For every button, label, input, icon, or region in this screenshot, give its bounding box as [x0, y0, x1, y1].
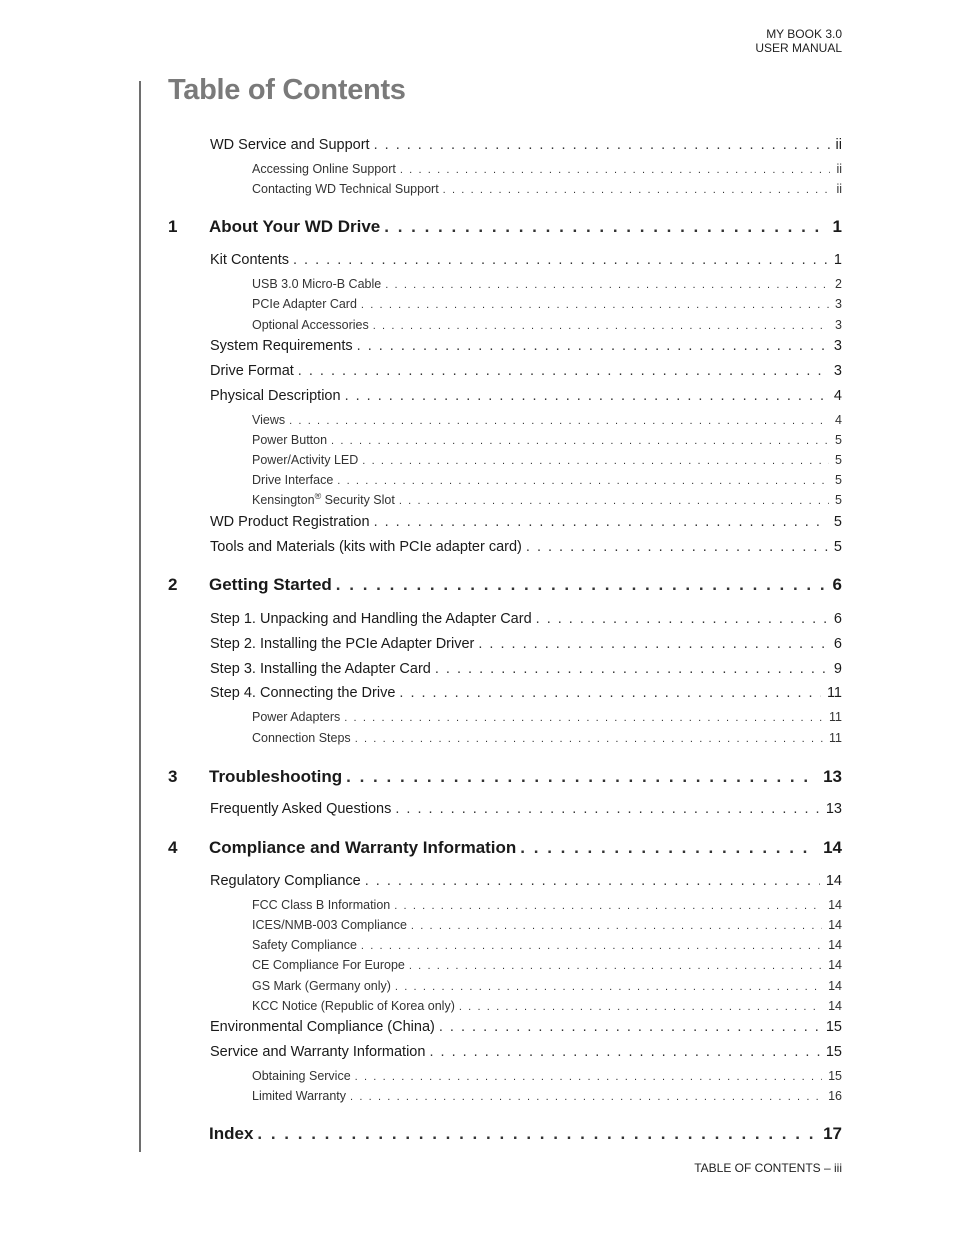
entry-title-text: Tools and Materials (kits with PCIe adapter card): [210, 539, 522, 555]
page-number: 14: [825, 873, 842, 889]
dot-leader: [478, 636, 828, 652]
entry-title: [210, 338, 357, 354]
entry-title: [210, 137, 374, 153]
dot-leader: [400, 164, 831, 176]
entry-title: [210, 363, 298, 379]
entry-title: [210, 514, 374, 530]
page-number: 5: [833, 539, 842, 555]
page-number: 16: [828, 1089, 842, 1103]
entry-title-text: Compliance and Warranty Information: [209, 838, 517, 857]
entry-title-text: Environmental Compliance (China): [210, 1019, 435, 1035]
entry-title-text: Drive Format: [210, 363, 294, 379]
registered-mark: ®: [314, 493, 322, 501]
toc-subsection-entry[interactable]: [252, 898, 842, 916]
entry-title-text: CE Compliance For Europe: [252, 958, 405, 972]
dot-leader: [350, 1091, 822, 1103]
entry-title: [168, 575, 336, 595]
page-number: 6: [833, 611, 842, 627]
page-number: 6: [832, 575, 842, 594]
dot-leader: [346, 767, 817, 787]
page-title: Table of Contents: [168, 74, 406, 106]
toc-subsection-entry[interactable]: [252, 318, 842, 336]
dot-leader: [357, 338, 828, 354]
entry-title: [252, 318, 373, 332]
toc-section-entry[interactable]: [210, 137, 842, 157]
dot-leader: [395, 981, 822, 993]
page-number: 5: [835, 433, 842, 447]
entry-title-text: Views: [252, 413, 286, 427]
entry-title: [210, 539, 526, 555]
page-number: ii: [836, 162, 842, 176]
entry-title: [168, 217, 384, 237]
entry-title: [210, 685, 399, 701]
page-number: 4: [833, 388, 842, 404]
toc-section-entry[interactable]: [210, 873, 842, 893]
toc-section-entry[interactable]: [210, 1044, 842, 1064]
entry-title-text: Contacting WD Technical Support: [252, 182, 439, 196]
dot-leader: [298, 363, 828, 379]
entry-title: [252, 710, 344, 724]
entry-title: [252, 493, 399, 507]
page-number: 17: [823, 1124, 842, 1143]
entry-title-text: Kit Contents: [210, 252, 289, 268]
dot-leader: [331, 435, 829, 447]
toc-subsection-entry[interactable]: [252, 731, 842, 749]
entry-title-text: Power Button: [252, 433, 328, 447]
entry-title-text: Physical Description: [210, 388, 341, 404]
toc-section-entry[interactable]: [210, 636, 842, 656]
entry-title-text: System Requirements: [210, 338, 353, 354]
page-number: ii: [835, 137, 842, 153]
entry-title: [210, 388, 345, 404]
toc-subsection-entry[interactable]: [252, 162, 842, 180]
dot-leader: [443, 184, 831, 196]
chapter-number: 1: [168, 217, 178, 236]
toc-subsection-entry[interactable]: [252, 182, 842, 200]
page-number: 11: [829, 731, 842, 745]
dot-leader: [395, 801, 820, 817]
page-number: 1: [833, 252, 842, 268]
entry-title-text: Limited Warranty: [252, 1089, 347, 1103]
toc-subsection-entry[interactable]: [252, 1069, 842, 1087]
page-number: 15: [828, 1069, 842, 1083]
entry-title-text: WD Product Registration: [210, 514, 370, 530]
toc-chapter-entry[interactable]: [168, 217, 842, 241]
toc-section-entry[interactable]: [210, 661, 842, 681]
entry-title: [252, 938, 361, 952]
dot-leader: [355, 733, 823, 745]
header-line-1: MY BOOK 3.0: [766, 27, 842, 41]
page-number: 14: [828, 898, 842, 912]
dot-leader: [385, 279, 829, 291]
toc-section-entry[interactable]: [210, 363, 842, 383]
dot-leader: [365, 873, 820, 889]
entry-title: [210, 636, 478, 652]
entry-title: [210, 873, 365, 889]
page-number: 14: [828, 918, 842, 932]
page-number: 13: [825, 801, 842, 817]
dot-leader: [362, 455, 829, 467]
entry-title-text: Service and Warranty Information: [210, 1044, 426, 1060]
page-number: 3: [835, 297, 842, 311]
page-number: 6: [833, 636, 842, 652]
entry-title-text: USB 3.0 Micro-B Cable: [252, 277, 382, 291]
dot-leader: [361, 940, 822, 952]
toc-subsection-entry[interactable]: [252, 453, 842, 471]
entry-title-text: Frequently Asked Questions: [210, 801, 392, 817]
entry-title-text: GS Mark (Germany only): [252, 979, 391, 993]
dot-leader: [355, 1071, 822, 1083]
entry-title-text: Regulatory Compliance: [210, 873, 361, 889]
entry-title-text: Drive Interface: [252, 473, 334, 487]
toc-section-entry[interactable]: [210, 539, 842, 559]
toc-section-entry[interactable]: [210, 514, 842, 534]
entry-title: [252, 453, 362, 467]
toc-subsection-entry[interactable]: [252, 277, 842, 295]
dot-leader: [336, 575, 827, 595]
entry-title: [210, 252, 293, 268]
toc-subsection-entry[interactable]: [252, 938, 842, 956]
page-number: 14: [828, 938, 842, 952]
toc-section-entry[interactable]: [210, 801, 842, 821]
page-number: 2: [835, 277, 842, 291]
entry-title-text: PCIe Adapter Card: [252, 297, 357, 311]
entry-title-text: Power Adapters: [252, 710, 341, 724]
toc-subsection-entry[interactable]: [252, 958, 842, 976]
entry-title-text: Step 1. Unpacking and Handling the Adapter Card: [210, 611, 532, 627]
entry-title-text: Step 3. Installing the Adapter Card: [210, 661, 431, 677]
dot-leader: [384, 217, 826, 237]
entry-title: [210, 661, 435, 677]
entry-title: [210, 611, 536, 627]
toc-section-entry[interactable]: [210, 685, 842, 705]
entry-title-text: Safety Compliance: [252, 938, 357, 952]
entry-title: [210, 1019, 439, 1035]
entry-title-text: About Your WD Drive: [209, 217, 381, 236]
entry-title-text: Kensington: [252, 493, 315, 507]
toc-chapter-entry[interactable]: [168, 767, 842, 791]
dot-leader: [257, 1124, 817, 1144]
entry-title-text: Obtaining Service: [252, 1069, 351, 1083]
toc-subsection-entry[interactable]: [252, 297, 842, 315]
toc-chapter-entry[interactable]: [168, 575, 842, 599]
entry-title: [252, 297, 361, 311]
entry-title-text-cont: Security Slot: [321, 493, 395, 507]
toc-section-entry[interactable]: [210, 252, 842, 272]
page-number: 3: [833, 338, 842, 354]
toc-subsection-entry[interactable]: [252, 918, 842, 936]
entry-title-text: Step 4. Connecting the Drive: [210, 685, 396, 701]
dot-leader: [337, 475, 829, 487]
toc-subsection-entry[interactable]: [252, 433, 842, 451]
dot-leader: [361, 299, 829, 311]
entry-title: [252, 277, 385, 291]
toc-chapter-entry[interactable]: [168, 838, 842, 862]
page-number: 15: [825, 1019, 842, 1035]
dot-leader: [394, 900, 822, 912]
page-number: 14: [828, 958, 842, 972]
dot-leader: [344, 712, 823, 724]
dot-leader: [289, 415, 829, 427]
entry-title: [252, 473, 337, 487]
toc-subsection-entry[interactable]: [252, 473, 842, 491]
page-number: 3: [833, 363, 842, 379]
dot-leader: [374, 137, 830, 153]
dot-leader: [435, 661, 828, 677]
entry-title: [252, 433, 331, 447]
entry-title-text: Step 2. Installing the PCIe Adapter Driver: [210, 636, 475, 652]
entry-title: [168, 1124, 257, 1144]
page-number: 5: [835, 493, 842, 507]
toc-subsection-entry[interactable]: [252, 1089, 842, 1107]
toc-chapter-entry[interactable]: [168, 1124, 842, 1148]
page-number: 5: [835, 453, 842, 467]
dot-leader: [459, 1001, 822, 1013]
toc-subsection-entry[interactable]: [252, 413, 842, 431]
entry-title: [252, 731, 355, 745]
entry-title: [252, 918, 411, 932]
entry-title-text: Accessing Online Support: [252, 162, 396, 176]
dot-leader: [439, 1019, 820, 1035]
dot-leader: [526, 539, 828, 555]
entry-title: [210, 801, 395, 817]
entry-title: [168, 767, 346, 787]
dot-leader: [429, 1044, 819, 1060]
toc-subsection-entry[interactable]: [252, 493, 842, 511]
dot-leader: [399, 495, 829, 507]
chapter-number: 4: [168, 838, 178, 857]
page-number: 4: [835, 413, 842, 427]
toc-section-entry[interactable]: [210, 1019, 842, 1039]
page-number: 3: [835, 318, 842, 332]
entry-title-text: ICES/NMB-003 Compliance: [252, 918, 407, 932]
entry-title-text: Troubleshooting: [209, 767, 343, 786]
dot-leader: [411, 920, 822, 932]
toc-subsection-entry[interactable]: [252, 710, 842, 728]
toc-subsection-entry[interactable]: [252, 999, 842, 1017]
entry-title: [252, 1089, 350, 1103]
header-line-2: USER MANUAL: [755, 41, 842, 55]
dot-leader: [293, 252, 828, 268]
page-number: 9: [833, 661, 842, 677]
running-footer: TABLE OF CONTENTS – iii: [694, 1161, 842, 1175]
dot-leader: [536, 611, 828, 627]
page-number: 14: [823, 838, 842, 857]
page-number: 1: [832, 217, 842, 236]
page-number: 14: [828, 999, 842, 1013]
dot-leader: [373, 320, 829, 332]
page-number: 14: [828, 979, 842, 993]
entry-title-text: Optional Accessories: [252, 318, 369, 332]
toc-section-entry[interactable]: [210, 388, 842, 408]
page-number: 15: [825, 1044, 842, 1060]
entry-title-text: Index: [209, 1124, 254, 1143]
entry-title: [252, 162, 400, 176]
page-number: 5: [835, 473, 842, 487]
page-number: ii: [836, 182, 842, 196]
entry-title-text: Getting Started: [209, 575, 332, 594]
dot-leader: [409, 960, 822, 972]
entry-title: [252, 1069, 355, 1083]
entry-title: [252, 182, 443, 196]
toc-subsection-entry[interactable]: [252, 979, 842, 997]
entry-title: [210, 1044, 429, 1060]
chapter-number: 3: [168, 767, 178, 786]
dot-leader: [520, 838, 817, 858]
entry-title-text: WD Service and Support: [210, 137, 370, 153]
entry-title-text: Power/Activity LED: [252, 453, 359, 467]
entry-title: [252, 979, 395, 993]
toc-section-entry[interactable]: [210, 611, 842, 631]
entry-title: [168, 838, 520, 858]
entry-title: [252, 898, 394, 912]
entry-title: [252, 958, 409, 972]
dot-leader: [374, 514, 828, 530]
entry-title: [252, 999, 459, 1013]
entry-title-text: KCC Notice (Republic of Korea only): [252, 999, 455, 1013]
toc-section-entry[interactable]: [210, 338, 842, 358]
page-number: 5: [833, 514, 842, 530]
entry-title-text: FCC Class B Information: [252, 898, 391, 912]
entry-title-text: Connection Steps: [252, 731, 351, 745]
dot-leader: [345, 388, 828, 404]
dot-leader: [399, 685, 821, 701]
page-number: 11: [826, 685, 842, 701]
entry-title: [252, 413, 289, 427]
page-number: 13: [823, 767, 842, 786]
chapter-number: 2: [168, 575, 178, 594]
page-number: 11: [829, 710, 842, 724]
